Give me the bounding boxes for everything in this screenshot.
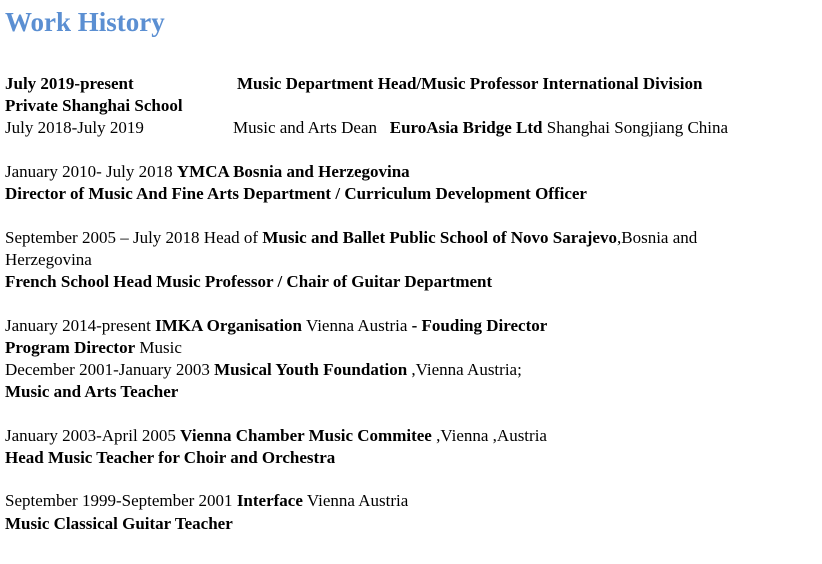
entry-2-date: January 2010- July 2018 [5,162,177,181]
entry-1-prior-date: July 2018-July 2019 [5,118,144,137]
entry-1-line-1 [5,73,703,94]
entry-6-date: September 1999-September 2001 [5,491,237,510]
entry-1-date: July 2019-present [5,74,134,93]
entry-3-location: ,Bosnia and [616,228,698,247]
entry-6-location: Vienna Austria [302,491,409,510]
entry-6-position: Music Classical Guitar Teacher [5,514,233,533]
entry-3-date: September 2005 – July 2018 Head of [5,228,263,247]
entry-3-position: French School Head Music Professor / Chair of Guitar Department [5,272,493,291]
entry-5-date: January 2003-April 2005 [5,426,181,445]
entry-3-organization: Music and Ballet Public School of Novo Sarajevo [262,228,617,247]
entry-4-location: Vienna Austria [302,316,412,335]
entry-1-position: Music Department Head/Music Professor International Division [237,74,703,93]
entry-1-prior-organization: EuroAsia Bridge Ltd [389,118,543,137]
entry-4-prior-organization: Musical Youth Foundation [214,360,408,379]
entry-1-prior-location: Shanghai Songjiang China [542,118,729,137]
entry-4-position: - Fouding Director [411,316,548,335]
entry-1-organization: Private Shanghai School [5,96,183,115]
entry-6-organization: Interface [236,491,303,510]
entry-4-prior-position: Music and Arts Teacher [5,382,179,401]
entry-3-location-cont: Herzegovina [5,250,92,269]
entry-4-line-1 [5,315,547,336]
entry-4-organization: IMKA Organisation [155,316,302,335]
entry-1-prior-role-group [233,117,728,138]
entry-1-line-3 [5,117,729,138]
entry-2-line-1 [5,161,410,182]
entry-1-prior-role: Music and Arts Dean [233,118,378,137]
entry-4-line-3 [5,359,522,380]
entry-6-line-1 [5,490,408,511]
entry-5-location: ,Vienna ,Austria [431,426,547,445]
entry-4-line-2 [5,337,182,358]
entry-5-organization: Vienna Chamber Music Commitee [180,426,432,445]
entry-5-line-1 [5,425,547,446]
page-title: Work History [5,7,165,37]
entry-4-prior-date: December 2001-January 2003 [5,360,215,379]
entry-2-position: Director of Music And Fine Arts Department / Curriculum Development Officer [5,184,587,203]
entry-5-position: Head Music Teacher for Choir and Orchestra [5,448,336,467]
entry-2-organization: YMCA Bosnia and Herzegovina [176,162,410,181]
entry-4-date: January 2014-present [5,316,156,335]
entry-4-position-2-extra: Music [135,338,182,357]
entry-4-position-2: Program Director [5,338,136,357]
entry-3-line-1 [5,227,697,248]
entry-4-prior-location: ,Vienna Austria; [407,360,522,379]
